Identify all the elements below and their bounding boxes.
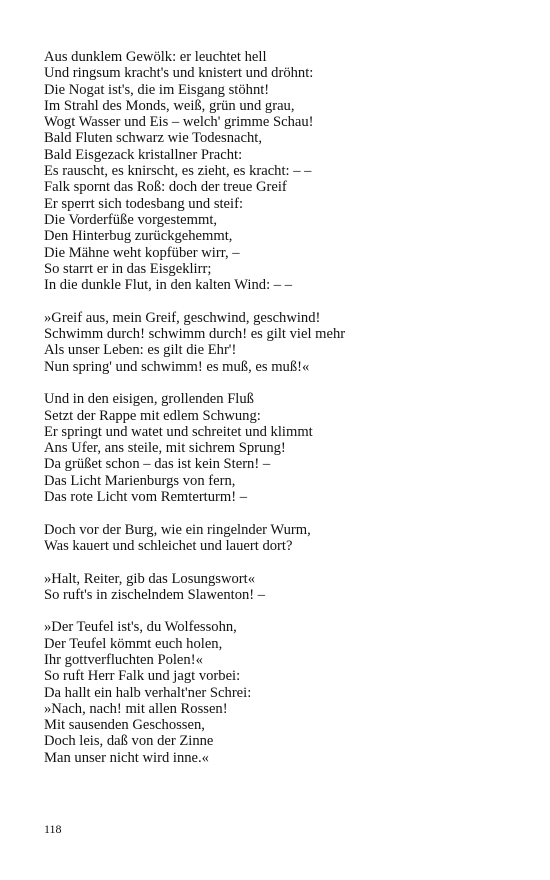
poem-line: Da hallt ein halb verhalt'ner Schrei: (44, 684, 252, 701)
poem-line: Den Hinterbug zurückgehemmt, (44, 228, 233, 245)
poem-line: Und in den eisigen, grollenden Fluß (44, 391, 254, 408)
stanza (44, 619, 514, 766)
poem-line: Die Nogat ist's, die im Eisgang stöhnt! (44, 81, 270, 98)
page-number: 118 (44, 822, 62, 836)
poem-line: Was kauert und schleichet und lauert dort? (44, 537, 293, 554)
poem-line: Aus dunklem Gewölk: er leuchtet hell (44, 49, 267, 65)
poem-line: Als unser Leben: es gilt die Ehr'! (44, 342, 237, 359)
poem-line: So starrt er in das Eisgeklirr; (44, 260, 212, 277)
stanza (44, 571, 514, 604)
poem-line: Er springt und watet und schreitet und klimmt (44, 423, 313, 440)
poem-line: Die Mähne weht kopfüber wirr, – (44, 244, 240, 261)
poem-line: Das Licht Marienburgs von fern, (44, 472, 236, 489)
poem-line: Schwimm durch! schwimm durch! es gilt viel mehr (44, 326, 346, 343)
poem-line: Und ringsum kracht's und knistert und dröhnt: (44, 65, 314, 82)
poem-line: Mit sausenden Geschossen, (44, 717, 205, 734)
poem-line: Er sperrt sich todesbang und steif: (44, 195, 243, 212)
poem-line: So ruft Herr Falk und jagt vorbei: (44, 668, 241, 685)
stanza (44, 522, 514, 555)
stanza-gap (44, 293, 514, 309)
stanza-gap (44, 375, 514, 391)
stanza (44, 49, 514, 293)
poem-line: Das rote Licht vom Remterturm! – (44, 489, 248, 506)
poem-line: Bald Eisgezack kristallner Pracht: (44, 146, 243, 163)
poem-line: Bald Fluten schwarz wie Todesnacht, (44, 130, 262, 147)
poem-line: Falk spornt das Roß: doch der treue Greif (44, 179, 287, 196)
poem-line: Doch leis, daß von der Zinne (44, 733, 214, 750)
poem-line: Da grüßet schon – das ist kein Stern! – (44, 456, 271, 473)
poem-line: Ihr gottverfluchten Polen!« (44, 651, 203, 668)
poem-text (44, 49, 514, 766)
poem-line: »Der Teufel ist's, du Wolfessohn, (44, 619, 237, 636)
poem-line: Nun spring' und schwimm! es muß, es muß!« (44, 358, 310, 375)
poem-line: Setzt der Rappe mit edlem Schwung: (44, 407, 261, 424)
stanza (44, 310, 514, 375)
poem-line: Ans Ufer, ans steile, mit sichrem Sprung! (44, 440, 286, 457)
poem-line: »Halt, Reiter, gib das Losungswort« (44, 570, 255, 587)
stanza-gap (44, 505, 514, 521)
poem-line: In die dunkle Flut, in den kalten Wind: – – (44, 277, 293, 294)
poem-line: Die Vorderfüße vorgestemmt, (44, 211, 218, 228)
poem-line: So ruft's in zischelndem Slawenton! – (44, 586, 266, 603)
stanza-gap (44, 554, 514, 570)
stanza-gap (44, 603, 514, 619)
poem-line: Im Strahl des Monds, weiß, grün und grau, (44, 97, 295, 114)
poem-line: »Greif aus, mein Greif, geschwind, geschwind! (44, 309, 321, 326)
poem-line: Der Teufel kömmt euch holen, (44, 635, 223, 652)
poem-line: Es rauscht, es knirscht, es zieht, es kracht: – – (44, 163, 312, 180)
stanza (44, 391, 514, 505)
poem-line: Man unser nicht wird inne.« (44, 749, 209, 766)
poem-line: Doch vor der Burg, wie ein ringelnder Wurm, (44, 521, 311, 538)
poem-line: Wogt Wasser und Eis – welch' grimme Schau! (44, 114, 314, 131)
poem-line: »Nach, nach! mit allen Rossen! (44, 700, 228, 717)
